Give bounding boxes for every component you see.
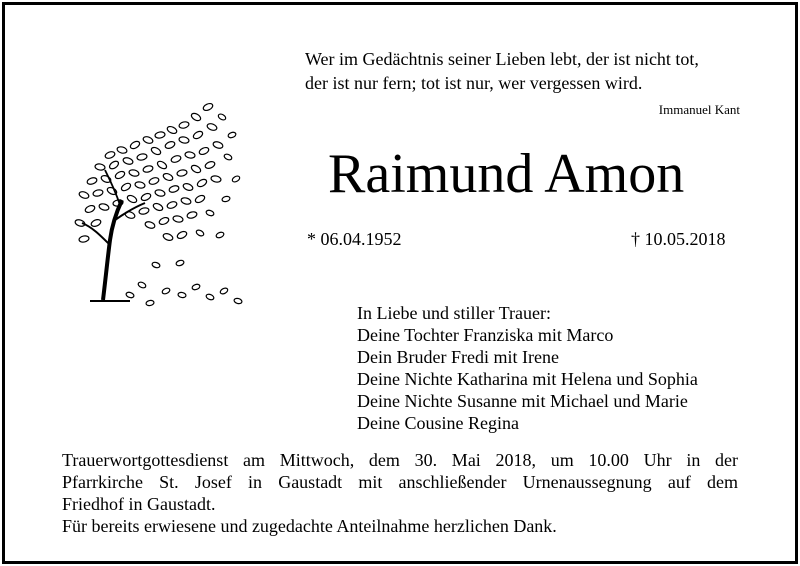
mourner-line: Deine Nichte Susanne mit Michael und Marie: [357, 391, 688, 411]
mourner-line: Deine Nichte Katharina mit Helena und Sophia: [357, 369, 698, 389]
mourners-intro: In Liebe und stiller Trauer:: [357, 303, 551, 323]
mourner-line: Dein Bruder Fredi mit Irene: [357, 347, 559, 367]
mourners-list: [357, 302, 698, 434]
deceased-name: Raimund Amon: [328, 143, 685, 205]
birth-date: * 06.04.1952: [307, 229, 402, 249]
service-line-3: Friedhof in Gaustadt.: [62, 494, 216, 514]
windblown-tree-icon: [70, 95, 250, 315]
quote-line-1: Wer im Gedächtnis seiner Lieben lebt, der ist nicht tot,: [305, 49, 699, 69]
mourner-line: Deine Tochter Franziska mit Marco: [357, 325, 614, 345]
quote-line-2: der ist nur fern; tot ist nur, wer vergessen wird.: [305, 73, 643, 93]
service-line-1: Trauerwortgottesdienst am Mittwoch, dem 30. Mai 2018, um 10.00 Uhr in der: [62, 450, 738, 470]
mourner-line: Deine Cousine Regina: [357, 413, 519, 433]
quote-author: Immanuel Kant: [658, 102, 740, 117]
thanks-line: Für bereits erwiesene und zugedachte Anteilnahme herzlichen Dank.: [62, 516, 557, 536]
service-announcement: [62, 449, 738, 537]
service-line-2: Pfarrkirche St. Josef in Gaustadt mit anschließender Urnenaussegnung auf dem: [62, 472, 738, 492]
death-date: † 10.05.2018: [631, 229, 726, 249]
memorial-quote: [305, 47, 699, 95]
